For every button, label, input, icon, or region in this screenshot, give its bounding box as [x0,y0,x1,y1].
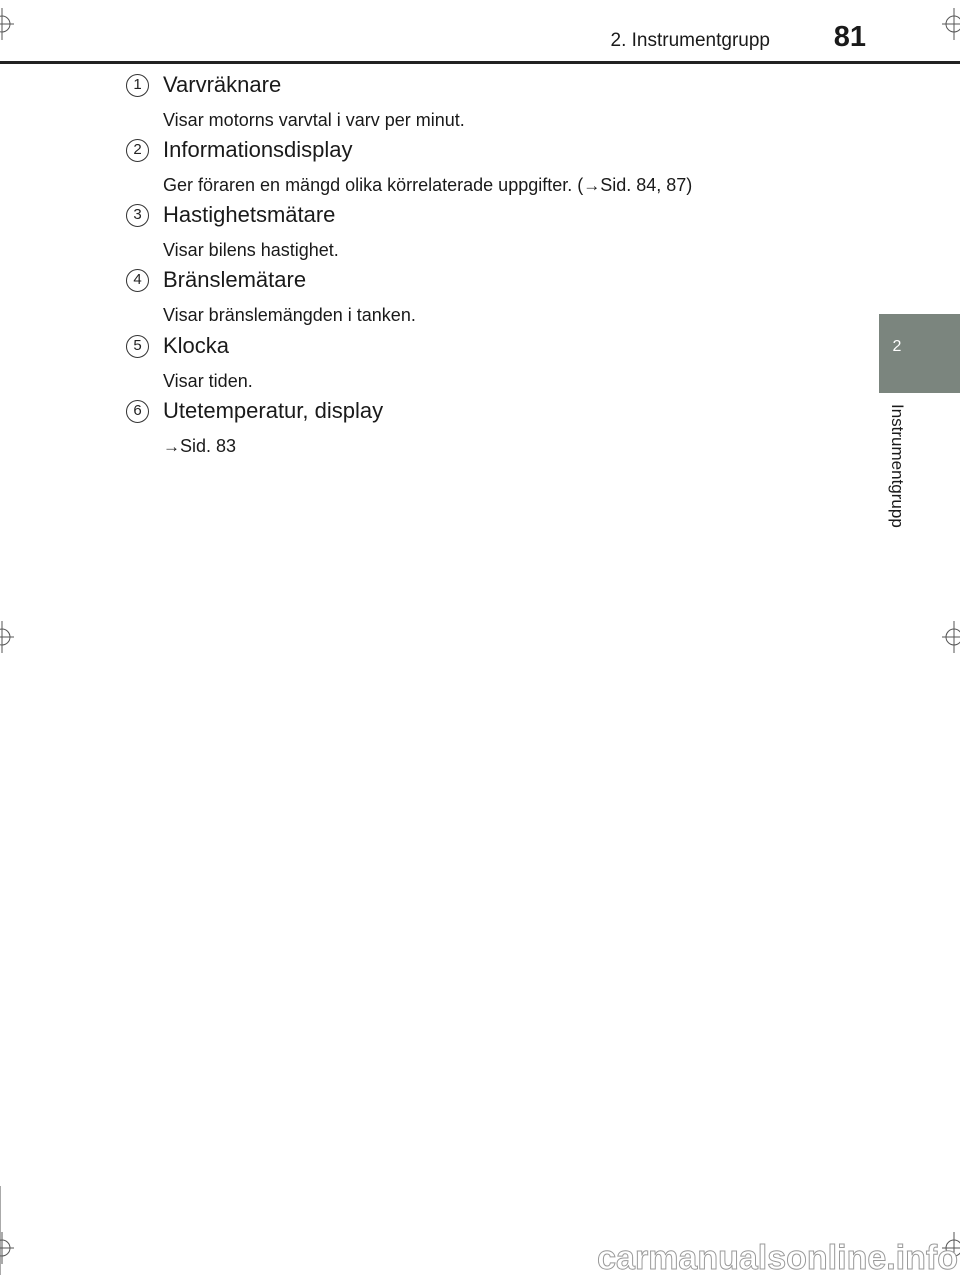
watermark [590,1240,960,1275]
chapter-side-label-text: Instrumentgrupp [888,404,907,528]
item-number-badge: 1 [126,74,149,97]
item-description [163,174,692,197]
chapter-side-label [885,404,909,549]
item-title: Bränslemätare [163,267,307,292]
arrow-icon: → [583,176,601,195]
item-number-badge: 6 [126,400,149,423]
item-number-badge: 2 [126,139,149,162]
chapter-tab [879,314,960,393]
item-title: Klocka [163,333,230,358]
list-item [126,136,826,195]
item-description: Visar bilens hastighet. [163,240,339,260]
item-description-text: Ger föraren en mängd olika körrelaterade uppgifter. ( [163,175,584,195]
page-number: 81 [833,21,866,53]
list-item [126,397,826,456]
chapter-tab-number: 2 [892,338,902,355]
arrow-icon: → [163,437,180,456]
item-description: Visar motorns varvtal i varv per minut. [163,110,465,130]
item-number-badge: 3 [126,204,149,227]
header-rule [0,61,960,64]
item-description: Visar tiden. [163,371,253,391]
list-item [126,266,826,325]
item-title: Hastighetsmätare [163,202,336,227]
item-title: Utetemperatur, display [163,398,384,423]
item-title: Varvräknare [163,72,282,97]
list-item [126,71,826,130]
item-title: Informationsdisplay [163,137,353,162]
item-number-badge: 4 [126,269,149,292]
section-title: 2. Instrumentgrupp [610,30,770,51]
item-number-badge: 5 [126,335,149,358]
watermark-text: carmanualsonline.info [597,1240,958,1275]
page-reference: Sid. 83 [180,436,237,456]
item-description [163,435,236,458]
list-item [126,201,826,260]
item-description: Visar bränslemängden i tanken. [163,305,416,325]
list-item [126,332,826,391]
page-reference: Sid. 84, 87) [600,175,693,195]
